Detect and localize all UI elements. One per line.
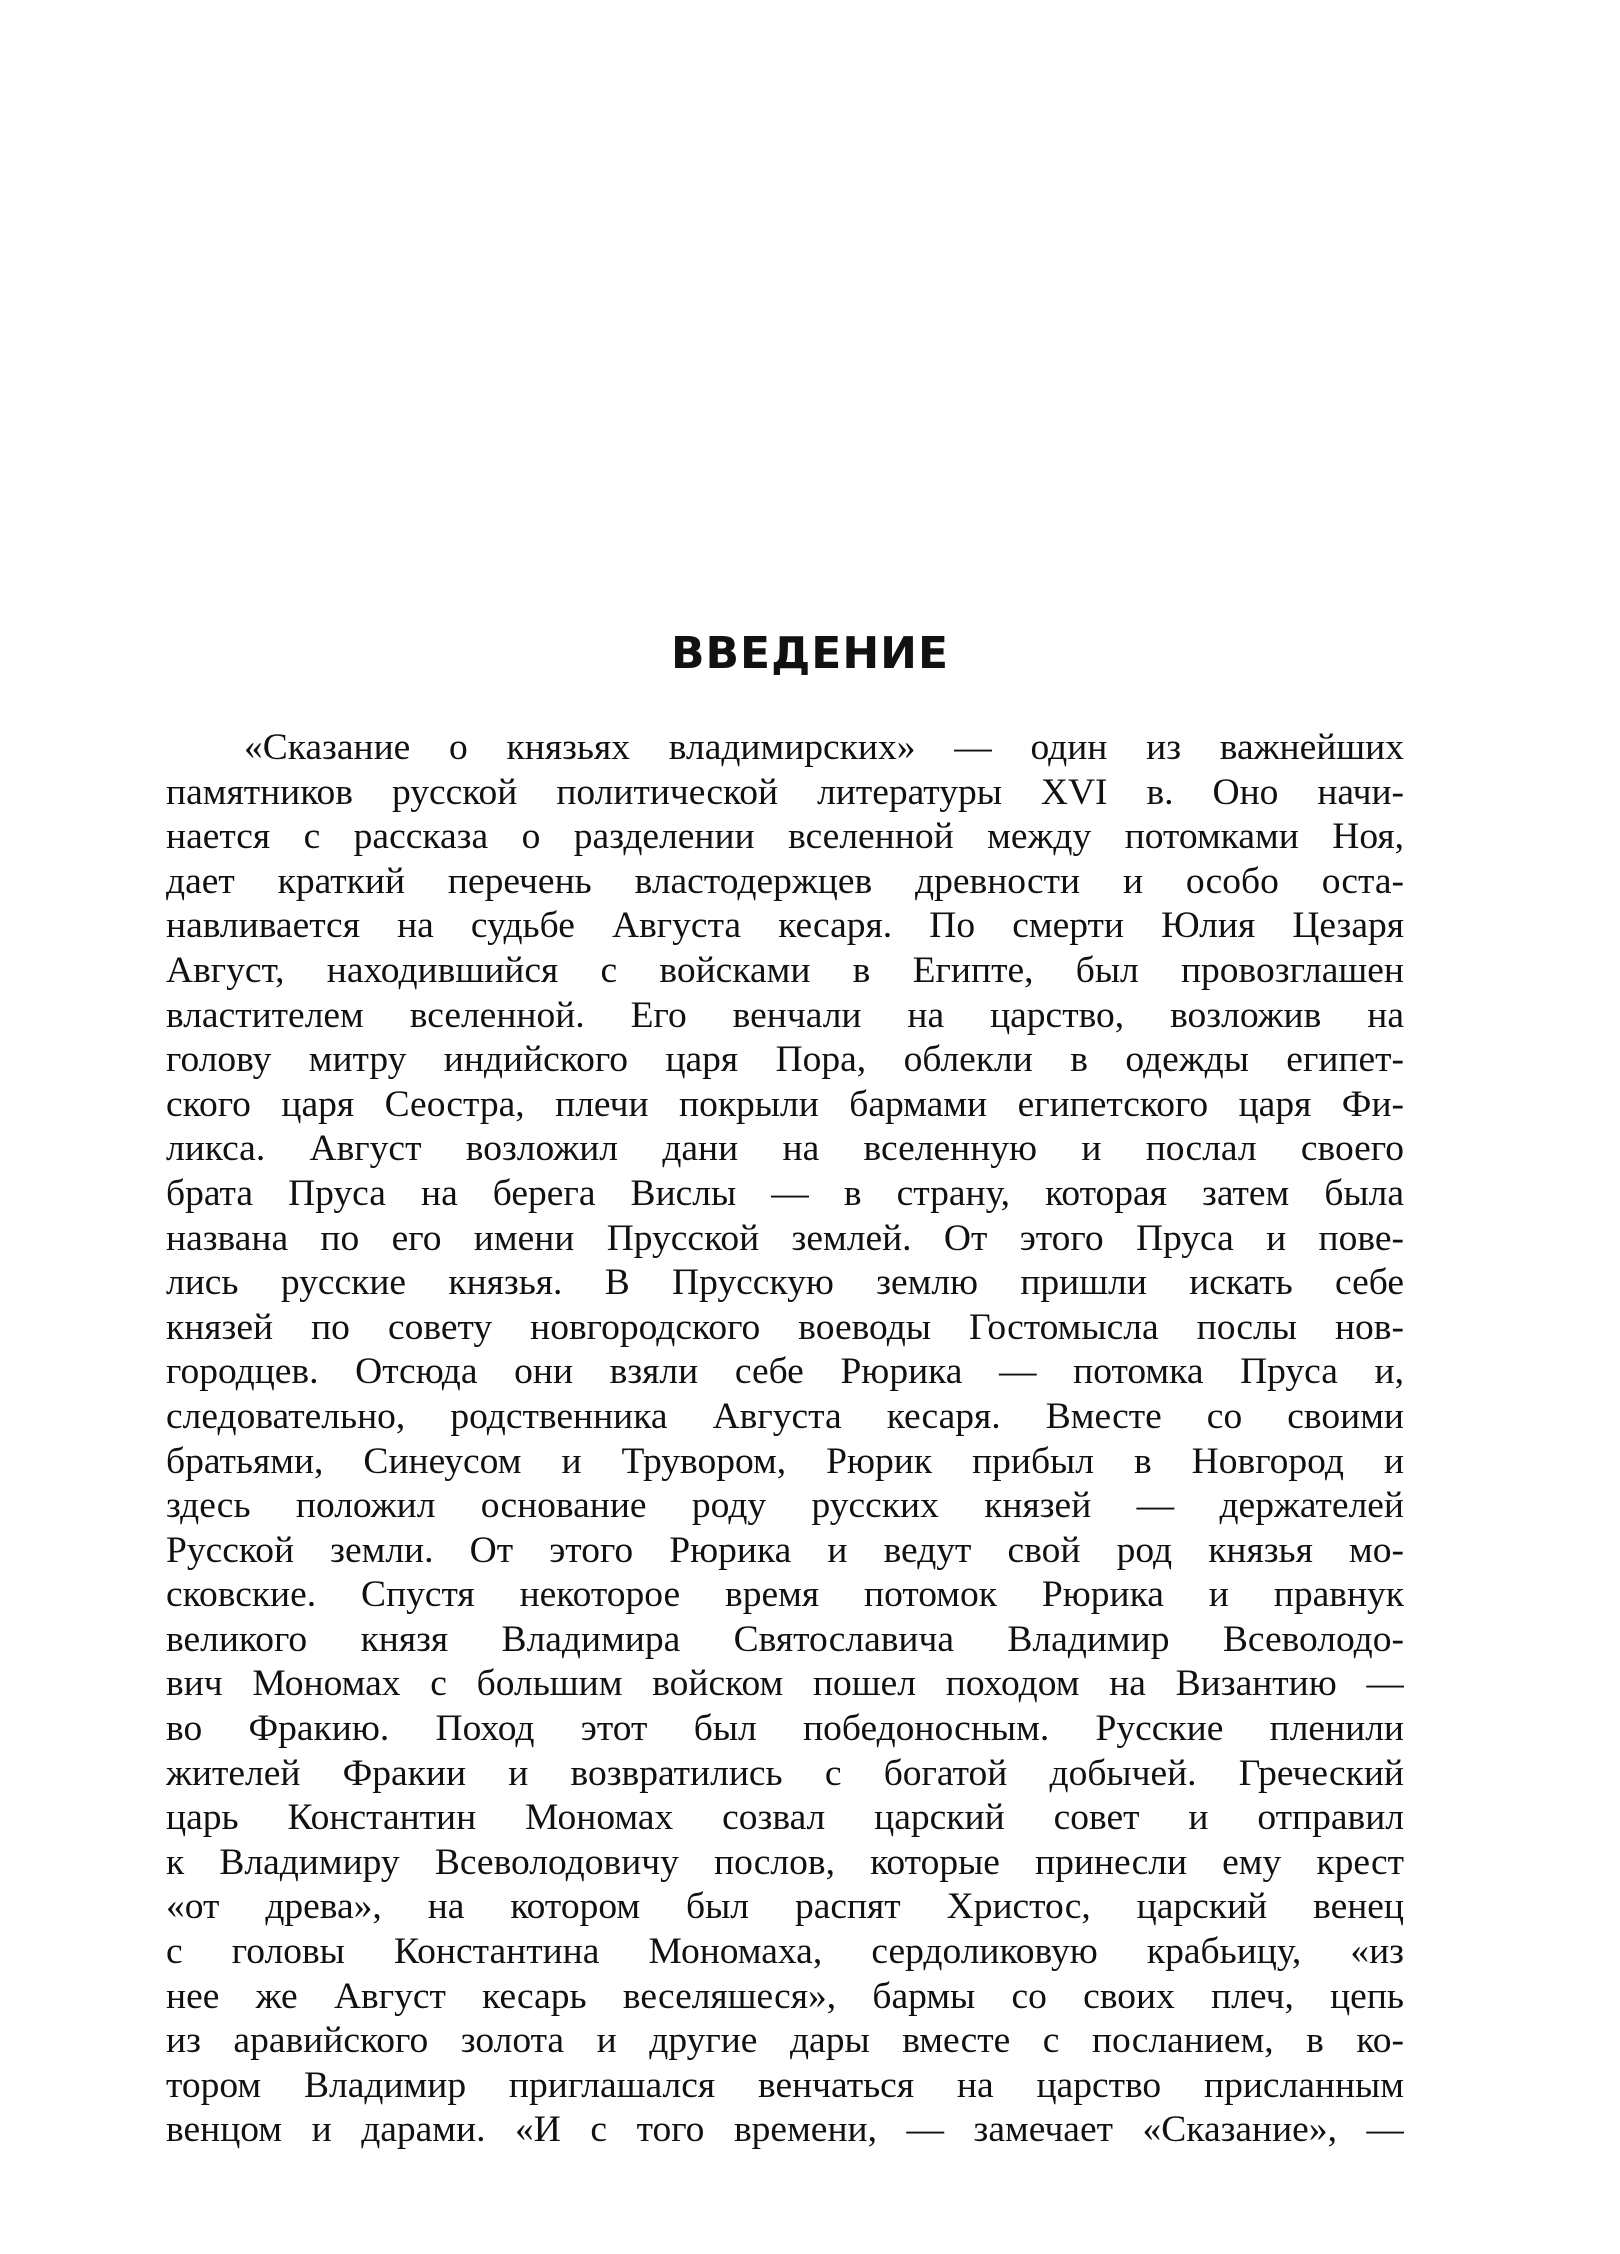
text-line: брата Пруса на берега Вислы — в страну, которая затем была — [166, 1172, 1404, 1214]
text-line: городцев. Отсюда они взяли себе Рюрика — потомка Пруса и, — [166, 1351, 1404, 1393]
text-line: навливается на судьбе Августа кесаря. По смерти Юлия Цезаря — [166, 905, 1404, 947]
text-line: «от древа», на котором был распят Христос, царский венец — [166, 1886, 1404, 1928]
text-line: к Владимиру Всеволодовичу послов, которые принесли ему крест — [166, 1841, 1404, 1883]
text-line: во Фракию. Поход этот был победоносным. Русские пленили — [166, 1708, 1404, 1750]
text-line: из аравийского золота и другие дары вместе с посланием, в ко- — [166, 2020, 1404, 2062]
text-line: тором Владимир приглашался венчаться на царство присланным — [166, 2064, 1404, 2106]
text-line: нается с рассказа о разделении вселенной между потомками Ноя, — [166, 816, 1404, 858]
text-line: ликса. Август возложил дани на вселенную и послал своего — [166, 1128, 1404, 1170]
text-line: «Сказание о князьях владимирских» — один из важнейших — [244, 727, 1404, 768]
text-line: властителем вселенной. Его венчали на царство, возложив на — [166, 994, 1404, 1036]
text-line: лись русские князья. В Прусскую землю пришли искать себе — [166, 1262, 1404, 1304]
text-line: нее же Август кесарь веселяшеся», бармы со своих плеч, цепь — [166, 1975, 1404, 2017]
text-line: князей по совету новгородского воеводы Гостомысла послы нов- — [166, 1306, 1404, 1348]
body-text — [166, 726, 1404, 2153]
text-line: вич Мономах с большим войском пошел походом на Византию — — [166, 1663, 1404, 1705]
text-line: венцом и дарами. «И с того времени, — замечает «Сказание», — — [166, 2109, 1404, 2151]
text-line: ского царя Сеостра, плечи покрыли бармами египетского царя Фи- — [166, 1083, 1404, 1125]
text-line: голову митру индийского царя Пора, облекли в одежды египет- — [166, 1039, 1404, 1081]
text-line: сковские. Спустя некоторое время потомок Рюрика и правнук — [166, 1574, 1404, 1616]
text-line: братьями, Синеусом и Трувором, Рюрик прибыл в Новгород и — [166, 1440, 1404, 1482]
text-line: великого князя Владимира Святославича Владимир Всеволодо- — [166, 1618, 1404, 1660]
text-line: Русской земли. От этого Рюрика и ведут свой род князья мо- — [166, 1529, 1404, 1571]
text-line: Август, находившийся с войсками в Египте, был провозглашен — [166, 949, 1404, 991]
text-line: царь Константин Мономах созвал царский совет и отправил — [166, 1797, 1404, 1839]
text-line: названа по его имени Прусской землей. От этого Пруса и пове- — [166, 1217, 1404, 1259]
text-line: следовательно, родственника Августа кесаря. Вместе со своими — [166, 1395, 1404, 1437]
text-line: жителей Фракии и возвратились с богатой добычей. Греческий — [166, 1752, 1404, 1794]
chapter-heading: ВВЕДЕНИЕ — [670, 628, 950, 679]
text-line: дает краткий перечень властодержцев древности и особо оста- — [166, 860, 1404, 902]
text-line: здесь положил основание роду русских князей — держателей — [166, 1485, 1404, 1527]
text-line: с головы Константина Мономаха, сердоликовую крабьицу, «из — [166, 1931, 1404, 1973]
text-line: памятников русской политической литературы XVI в. Оно начи- — [166, 771, 1404, 813]
